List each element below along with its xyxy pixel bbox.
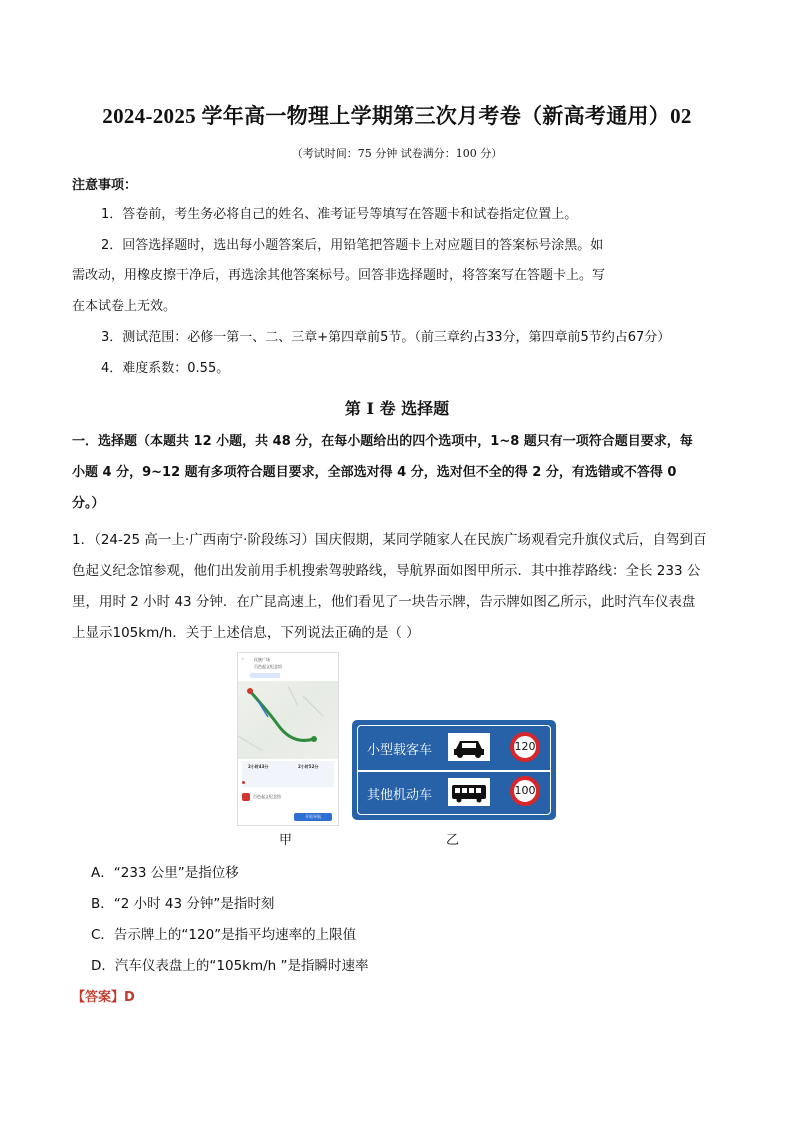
question-stem: 色起义纪念馆参观，他们出发前用手机搜索驾驶路线，导航界面如图甲所示．其中推荐路线：全长 233 公: [72, 563, 701, 579]
transport-tab: [250, 673, 280, 678]
exam-title: 2024-2025 学年高一物理上学期第三次月考卷（新高考通用）02: [102, 104, 692, 128]
info-icon: [242, 781, 245, 784]
question-stem: 上显示105km/h．关于上述信息，下列说法正确的是（ ）: [72, 625, 420, 641]
alt-route-time: 2小时52分: [298, 764, 319, 769]
section-instructions: 小题 4 分，9~12 题有多项符合题目要求，全部选对得 4 分，选对但不全的得 2 分，有选错或不答得 0: [72, 465, 677, 480]
option-a: A．“233 公里”是指位移: [91, 865, 239, 881]
note-item: 4．难度系数：0.55。: [101, 361, 230, 376]
start-navigation-button: 开始导航: [294, 813, 332, 821]
note-item: 2．回答选择题时，选出每小题答案后，用铅笔把答题卡上对应题目的答案标号涂黑。如: [101, 238, 604, 253]
origin-text: 民族广场: [254, 657, 270, 662]
car-icon: [448, 733, 490, 761]
route-time: 2小时43分: [248, 764, 269, 769]
figure-b-caption: 乙: [446, 833, 460, 848]
notes-heading: 注意事项：: [72, 178, 138, 193]
route-panel: [242, 761, 334, 787]
note-item: 3．测试范围：必修一第一、二、三章+第四章前5节。（前三章约占33分，第四章前5节约占67分）: [101, 330, 671, 345]
exam-subtitle: （考试时间：75 分钟 试卷满分：100 分）: [291, 147, 503, 160]
speed-limit-sign: [352, 720, 556, 820]
section-instructions: 分。）: [72, 496, 105, 511]
option-b: B．“2 小时 43 分钟”是指时刻: [91, 896, 275, 912]
answer-line: [72, 986, 135, 1005]
destination-icon: [242, 793, 250, 801]
answer-label: 【答案】: [72, 990, 125, 1005]
option-d: D．汽车仪表盘上的“105km/h ”是指瞬时速率: [91, 958, 369, 974]
question-stem: 里，用时 2 小时 43 分钟．在广昆高速上，他们看见了一块告示牌，告示牌如图乙所示，此时汽车仪表盘: [72, 594, 696, 610]
sign-divider: [357, 770, 551, 772]
other-vehicle-label: 其他机动车: [367, 788, 433, 803]
question-stem: 1．（24-25 高一上·广西南宁·阶段练习）国庆假期，某同学随家人在民族广场观看完升旗仪式后，自驾到百: [72, 532, 707, 548]
answer-value: D: [124, 990, 135, 1005]
limit-100-sign: 100: [510, 776, 540, 806]
route-map: [238, 681, 338, 759]
note-item: 需改动，用橡皮擦干净后，再选涂其他答案标号。回答非选择题时，将答案写在答题卡上。写: [72, 268, 606, 283]
figure-a-caption: 甲: [279, 833, 293, 848]
destination-text: 百色起义纪念馆: [254, 664, 282, 669]
option-c: C．告示牌上的“120”是指平均速率的上限值: [91, 927, 357, 943]
section-instructions: 一．选择题（本题共 12 小题，共 48 分，在每小题给出的四个选项中，1~8 题只有一项符合题目要求，每: [72, 434, 693, 449]
back-arrow-icon: ‹: [242, 656, 244, 661]
limit-120-sign: 120: [510, 732, 540, 762]
note-item: 在本试卷上无效。: [72, 299, 177, 314]
destination-name: 百色起义纪念馆: [253, 794, 281, 799]
bus-icon: [448, 778, 490, 806]
small-car-label: 小型载客车: [367, 743, 433, 758]
navigation-screenshot: [237, 652, 339, 826]
note-item: 1．答卷前，考生务必将自己的姓名、准考证号等填写在答题卡和试卷指定位置上。: [101, 207, 578, 222]
section-title: 第 I 卷 选择题: [344, 399, 450, 418]
